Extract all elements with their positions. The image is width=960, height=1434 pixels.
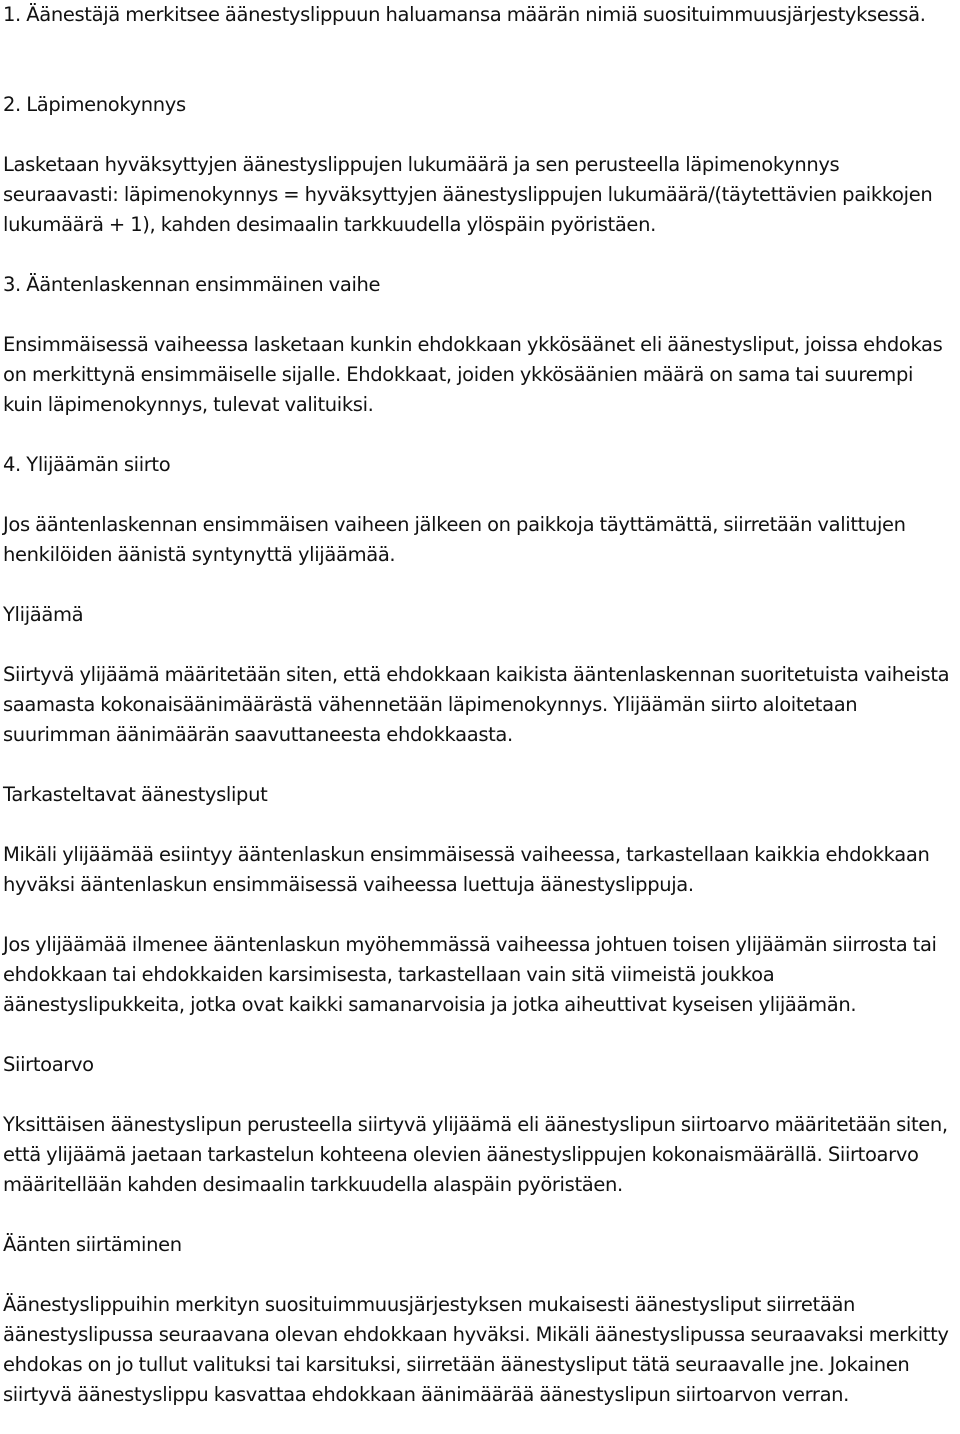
paragraph-tarkasteltavat-1: Mikäli ylijäämää esiintyy ääntenlaskun ensimmäisessä vaiheessa, tarkastellaan kaikkia ehdokkaan hyväksi ääntenlaskun ensimmäisessä vaiheessa luettuja äänestyslippuja. xyxy=(3,843,930,896)
section-heading-ylijaaman-siirto: 4. Ylijäämän siirto xyxy=(3,453,171,476)
subheading-tarkasteltavat-aanestysliput: Tarkasteltavat äänestysliput xyxy=(3,783,268,806)
subheading-ylijaama: Ylijäämä xyxy=(3,603,84,626)
paragraph-ylijaama: Siirtyvä ylijäämä määritetään siten, että ehdokkaan kaikista ääntenlaskennan suoritetuista vaiheista saamasta kokonaisäänimäärästä vähennetään läpimenokynnys. Ylijäämän siirto aloitetaan suurimman äänimäärän saavuttaneesta ehdokkaasta. xyxy=(3,663,950,746)
list-item-1: 1. Äänestäjä merkitsee äänestyslippuun haluamansa määrän nimiä suosituimmuusjärjestyksessä. xyxy=(3,3,926,26)
paragraph-ensimmainen-vaihe: Ensimmäisessä vaiheessa lasketaan kunkin ehdokkaan ykkösäänet eli äänestysliput, joissa ehdokas on merkittynä ensimmäiselle sijalle. Ehdokkaat, joiden ykkösäänien määrä on sama tai suurempi kuin läpimenokynnys, tulevat valituiksi. xyxy=(3,333,943,416)
section-heading-lapimenokynnys: 2. Läpimenokynnys xyxy=(3,93,186,116)
paragraph-siirtoarvo: Yksittäisen äänestyslipun perusteella siirtyvä ylijäämä eli äänestyslipun siirtoarvo määritetään siten, että ylijäämä jaetaan tarkastelun kohteena olevien äänestyslippujen kokonaismäärällä. Siirtoarvo määritellään kahden desimaalin tarkkuudella alaspäin pyöristäen. xyxy=(3,1113,948,1196)
subheading-aanten-siirtaminen: Äänten siirtäminen xyxy=(3,1233,182,1256)
paragraph-ylijaaman-siirto: Jos ääntenlaskennan ensimmäisen vaiheen jälkeen on paikkoja täyttämättä, siirretään valittujen henkilöiden äänistä syntynyttä ylijäämää. xyxy=(3,513,906,566)
subheading-siirtoarvo: Siirtoarvo xyxy=(3,1053,94,1076)
paragraph-aanten-siirtaminen: Äänestyslippuihin merkityn suosituimmuusjärjestyksen mukaisesti äänestysliput siirretään äänestyslipussa seuraavana olevan ehdokkaan hyväksi. Mikäli äänestyslipussa seuraavaksi merkitty ehdokas on jo tullut valituksi tai karsituksi, siirretään äänestysliput tätä seuraavalle jne. Jokainen siirtyvä äänestyslippu kasvattaa ehdokkaan äänimäärää äänestyslipun siirtoarvon verran. xyxy=(3,1293,949,1406)
section-heading-ensimmainen-vaihe: 3. Ääntenlaskennan ensimmäinen vaihe xyxy=(3,273,381,296)
paragraph-tarkasteltavat-2: Jos ylijäämää ilmenee ääntenlaskun myöhemmässä vaiheessa johtuen toisen ylijäämän siirrosta tai ehdokkaan tai ehdokkaiden karsimisesta, tarkastellaan vain sitä viimeistä joukkoa äänestyslipukkeita, jotka ovat kaikki samanarvoisia ja jotka aiheuttivat kyseisen ylijäämän. xyxy=(3,933,937,1016)
paragraph-lapimenokynnys: Lasketaan hyväksyttyjen äänestyslippujen lukumäärä ja sen perusteella läpimenokynnys seuraavasti: läpimenokynnys = hyväksyttyjen äänestyslippujen lukumäärä/(täytettävien paikkojen lukumäärä + 1), kahden desimaalin tarkkuudella ylöspäin pyöristäen. xyxy=(3,153,933,236)
